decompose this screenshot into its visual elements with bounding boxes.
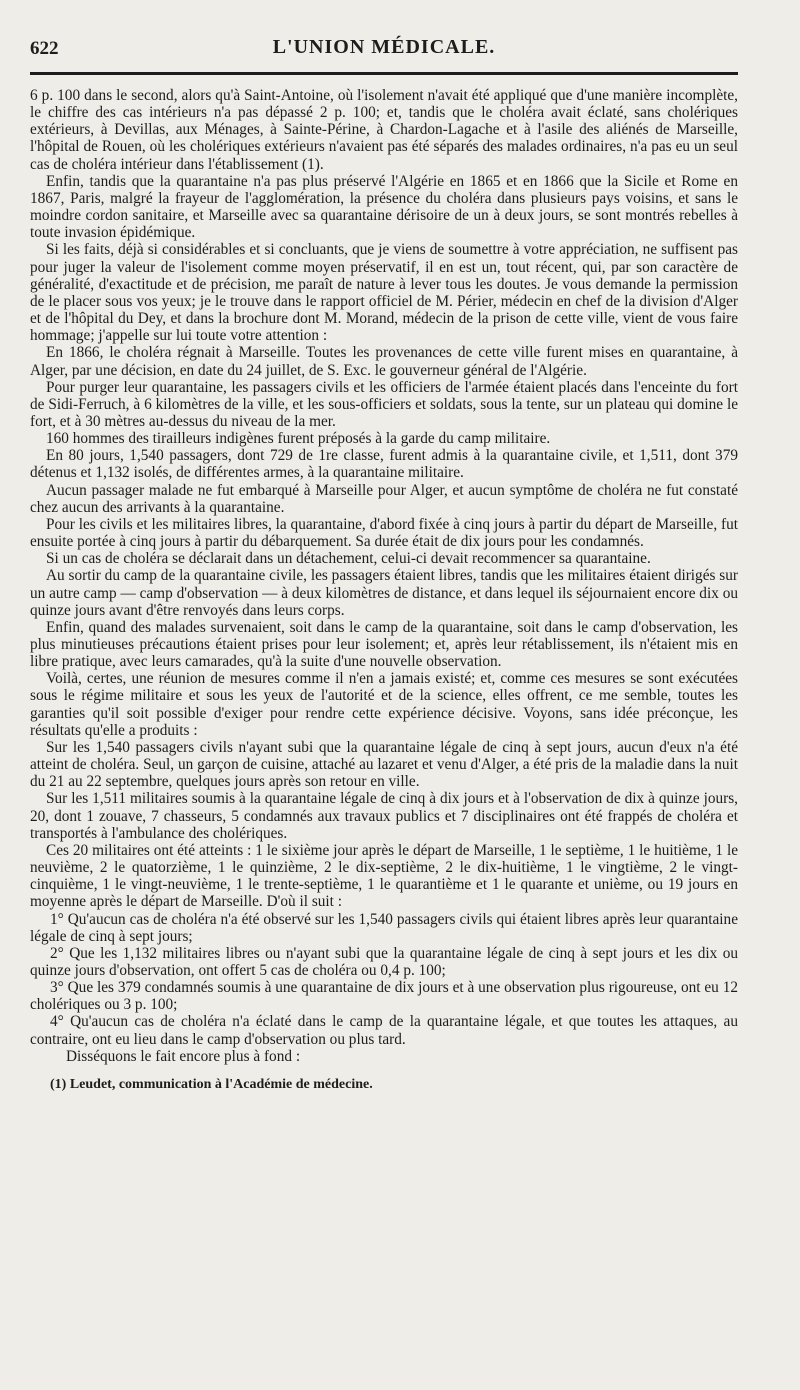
paragraph: Si un cas de choléra se déclarait dans un détachement, celui-ci devait recommencer sa quarantaine.: [46, 550, 651, 568]
paragraph: Pour les civils et les militaires libres, la quarantaine, d'abord fixée à cinq jours à partir du départ de Marseille, fut ensuite portée à cinq jours à partir du débarquement. Sa durée était de dix jours pour les condamnés.: [30, 515, 738, 551]
conclusion-item: 1° Qu'aucun cas de choléra n'a été observé sur les 1,540 passagers civils qui étaient libres après leur quarantaine légale de cinq à sept jours;: [30, 910, 738, 945]
paragraph: Au sortir du camp de la quarantaine civile, les passagers étaient libres, tandis que les militaires étaient dirigés sur un autre camp — camp d'observation — à deux kilomètres de distance, et dans lequel ils séjournaient encore dix ou quinze jours avant d'être renvoyés dans leurs corps.: [30, 567, 738, 619]
footnote: (1) Leudet, communication à l'Académie de médecine.: [50, 1076, 373, 1092]
paragraph: En 80 jours, 1,540 passagers, dont 729 de 1re classe, furent admis à la quarantaine civile, et 1,511, dont 379 détenus et 1,132 isolés, de différentes armes, à la quarantaine militaire.: [30, 447, 738, 482]
paragraph: En 1866, le choléra régnait à Marseille. Toutes les provenances de cette ville furent mises en quarantaine, à Alger, par une décision, en date du 24 juillet, de S. Exc. le gouverneur général de l'Algérie.: [30, 344, 738, 379]
conclusion-item: 2° Que les 1,132 militaires libres ou n'ayant subi que la quarantaine légale de cinq à sept jours et les dix ou quinze jours d'observation, ont offert 5 cas de choléra ou 0,4 p. 100;: [30, 944, 738, 979]
paragraph: Disséquons le fait encore plus à fond :: [66, 1047, 301, 1065]
paragraph: Voilà, certes, une réunion de mesures comme il n'en a jamais existé; et, comme ces mesures se sont exécutées sous le régime militaire et sous les yeux de l'autorité et de la science, elles offrent, ce me semble, toutes les garanties qu'il soit possible d'exiger pour rendre cette expérience décisive. Voyons, sans idée préconçue, les résultats qu'elle a produits :: [30, 670, 738, 739]
header-rule: [30, 72, 738, 75]
paragraph: Si les faits, déjà si considérables et si concluants, que je viens de soumettre à votre appréciation, ne suffisent pas pour juger la valeur de l'isolement comme moyen préservatif, il en est un, tout récent, qui, par son caractère de généralité, d'exactitude et de précision, me paraît de nature à lever tous les doutes. Je vous demande la permission de le placer sous vos yeux; je le trouve dans le rapport officiel de M. Périer, médecin en chef de la division d'Alger et de l'hôpital du Dey, et dans la brochure dont M. Morand, médecin de la prison de cette ville, vient de vous faire hommage; j'appelle sur lui toute votre attention :: [30, 241, 738, 345]
body-text: [30, 87, 738, 1065]
paragraph: Pour purger leur quarantaine, les passagers civils et les officiers de l'armée étaient placés dans l'enceinte du fort de Sidi-Ferruch, à 6 kilomètres de la ville, et les sous-officiers et soldats, sous la tente, sur un plateau qui domine le fort, et à 30 mètres au-dessus du niveau de la mer.: [30, 378, 738, 430]
paragraph: Sur les 1,540 passagers civils n'ayant subi que la quarantaine légale de cinq à sept jours, aucun d'eux n'a été atteint de choléra. Seul, un garçon de cuisine, attaché au lazaret et venu d'Alger, a été pris de la maladie dans la nuit du 21 au 22 septembre, quelques jours après son retour en ville.: [30, 738, 738, 791]
paragraph: 6 p. 100 dans le second, alors qu'à Saint-Antoine, où l'isolement n'avait été appliqué que d'une manière incomplète, le chiffre des cas intérieurs n'a pas dépassé 2 p. 100; et, tandis que le choléra avait éclaté, sans cholériques extérieurs, à Devillas, aux Ménages, à Sainte-Périne, à Chardon-Lagache et à l'asile des aliénés de Marseille, l'hôpital de Rouen, où les cholériques extérieurs n'avaient pas été séparés des malades ordinaires, n'a pas eu un seul cas de choléra intérieur dans l'établissement (1).: [30, 87, 738, 173]
paragraph: 160 hommes des tirailleurs indigènes furent préposés à la garde du camp militaire.: [46, 430, 551, 448]
paragraph: Enfin, tandis que la quarantaine n'a pas plus préservé l'Algérie en 1865 et en 1866 que la Sicile et Rome en 1867, Paris, malgré la frayeur de l'agglomération, la présence du choléra dans plusieurs pays voisins, et sans le moindre cordon sanitaire, et Marseille avec sa quarantaine dérisoire de un à deux jours, se sont montrés rebelles à toute invasion épidémique.: [30, 172, 738, 242]
conclusion-item: 4° Qu'aucun cas de choléra n'a éclaté dans le camp de la quarantaine légale, et que toutes les attaques, au contraire, ont eu lieu dans le camp d'observation ou plus tard.: [30, 1013, 738, 1048]
paragraph: Sur les 1,511 militaires soumis à la quarantaine légale de cinq à dix jours et à l'observation de dix à quinze jours, 20, dont 1 zouave, 7 chasseurs, 5 condamnés aux travaux publics et 7 disciplinaires ont été frappés de choléra et transportés à l'ambulance des cholériques.: [30, 790, 738, 842]
conclusion-item: 3° Que les 379 condamnés soumis à une quarantaine de dix jours et à une observation plus rigoureuse, ont eu 12 cholériques ou 3 p. 100;: [30, 979, 738, 1014]
page-number: 622: [30, 38, 59, 59]
page-header: [30, 28, 738, 62]
paragraph: Aucun passager malade ne fut embarqué à Marseille pour Alger, et aucun symptôme de choléra ne fut constaté chez aucun des arrivants à la quarantaine.: [30, 481, 738, 516]
paragraph: Enfin, quand des malades survenaient, soit dans le camp de la quarantaine, soit dans le camp d'observation, les plus minutieuses précautions étaient prises pour leur isolement; et, après leur rétablissement, ils n'étaient mis en libre pratique, avec leurs camarades, qu'à la suite d'une nouvelle observation.: [30, 618, 738, 671]
running-title: L'UNION MÉDICALE.: [272, 36, 496, 58]
paragraph: Ces 20 militaires ont été atteints : 1 le sixième jour après le départ de Marseille, 1 le septième, 1 le huitième, 1 le neuvième, 2 le quatorzième, 1 le quinzième, 2 le dix-septième, 2 le dix-huitième, 1 le vingtième, 2 le vingt-cinquième, 1 le vingt-neuvième, 1 le trente-septième, 1 le quarantième et 1 le quarante et unième, ou 19 jours en moyenne après le départ de Marseille. D'où il suit :: [30, 841, 738, 911]
